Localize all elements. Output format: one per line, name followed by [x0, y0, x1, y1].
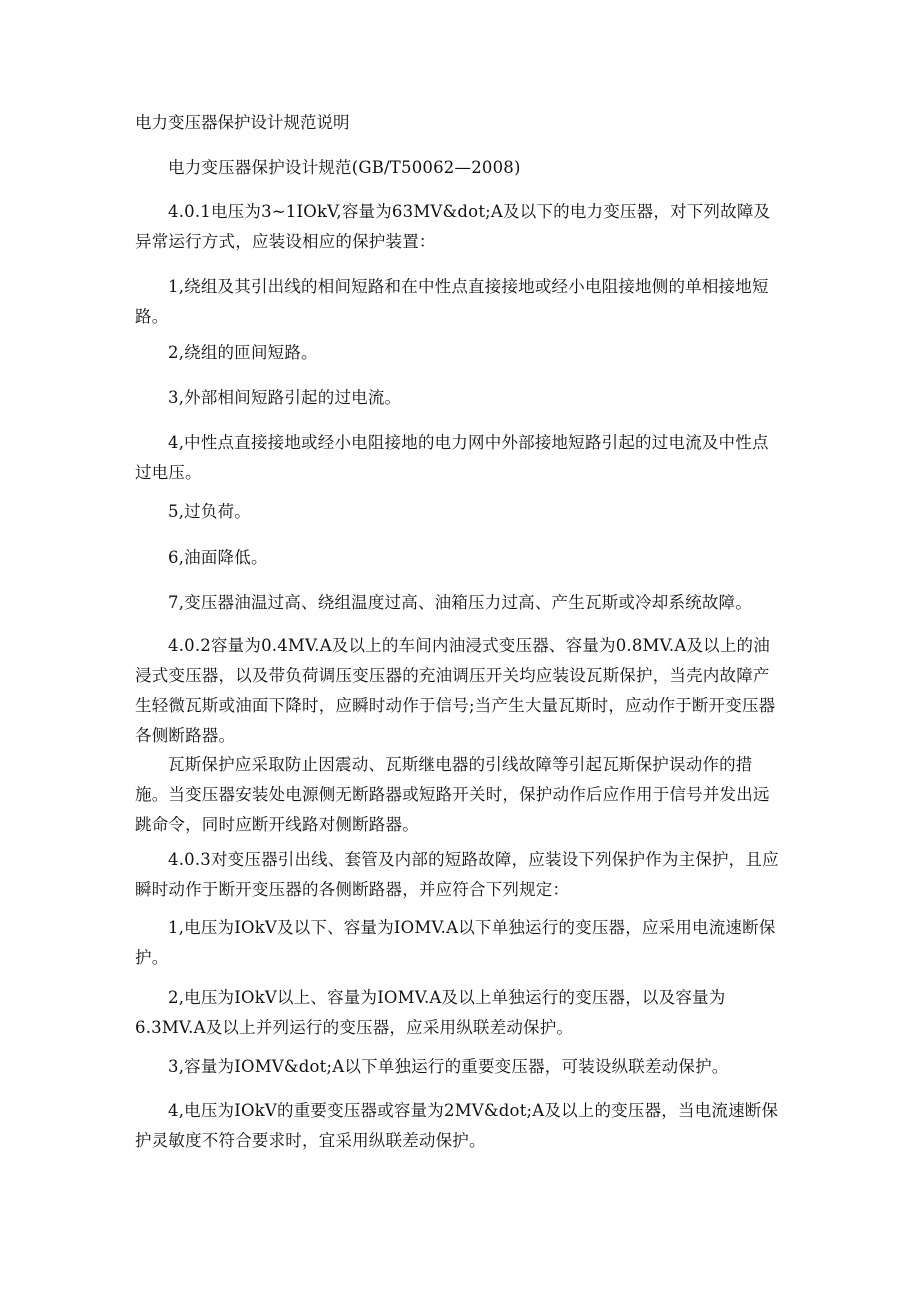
- paragraph-rule-4: 4,电压为IOkV的重要变压器或容量为2MV&dot;A及以上的变压器，当电流速断保护灵敏度不符合要求时，宜采用纵联差动保护。: [135, 1101, 779, 1150]
- paragraph-item-3: 3,外部相间短路引起的过电流。: [168, 388, 402, 407]
- paragraph-4-0-2: 4.0.2容量为0.4MV.A及以上的车间内油浸式变压器、容量为0.8MV.A及以上的油浸式变压器，以及带负荷调压变压器的充油调压开关均应装设瓦斯保护，当壳内故障产生轻微瓦斯或油面下降时，应瞬时动作于信号;当产生大量瓦斯时，应动作于断开变压器各侧断路器。: [135, 636, 776, 745]
- paragraph-4-0-1: 4.0.1电压为3~1IOkV,容量为63MV&dot;A及以下的电力变压器，对下列故障及异常运行方式，应装设相应的保护装置：: [135, 202, 771, 251]
- paragraph-item-6: 6,油面降低。: [168, 548, 268, 567]
- paragraph-4-0-3: 4.0.3对变压器引出线、套管及内部的短路故障，应装设下列保护作为主保护，且应瞬时动作于断开变压器的各侧断路器，并应符合下列规定：: [135, 850, 779, 899]
- paragraph-rule-2: 2,电压为IOkV以上、容量为IOMV.A及以上单独运行的变压器，以及容量为6.3MV.A及以上并列运行的变压器，应采用纵联差动保护。: [135, 988, 726, 1037]
- paragraph-item-4: 4,中性点直接接地或经小电阻接地的电力网中外部接地短路引起的过电流及中性点过电压。: [135, 433, 769, 482]
- paragraph-rule-3: 3,容量为IOMV&dot;A以下单独运行的重要变压器，可装设纵联差动保护。: [168, 1057, 729, 1076]
- paragraph-standard-name: 电力变压器保护设计规范(GB/T50062—2008): [168, 158, 521, 177]
- paragraph-item-7: 7,变压器油温过高、绕组温度过高、油箱压力过高、产生瓦斯或冷却系统故障。: [168, 593, 752, 612]
- paragraph-item-1: 1,绕组及其引出线的相间短路和在中性点直接接地或经小电阻接地侧的单相接地短路。: [135, 277, 769, 326]
- paragraph-item-2: 2,绕组的匝间短路。: [168, 343, 318, 362]
- document-title: 电力变压器保护设计规范说明: [135, 113, 350, 132]
- paragraph-item-5: 5,过负荷。: [168, 502, 251, 521]
- paragraph-gas-protection: 瓦斯保护应采取防止因震动、瓦斯继电器的引线故障等引起瓦斯保护误动作的措施。当变压器安装处电源侧无断路器或短路开关时，保护动作后应作用于信号并发出远跳命令，同时应断开线路对侧断路器。: [135, 755, 770, 834]
- paragraph-rule-1: 1,电压为IOkV及以下、容量为IOMV.A以下单独运行的变压器，应采用电流速断保护。: [135, 918, 776, 967]
